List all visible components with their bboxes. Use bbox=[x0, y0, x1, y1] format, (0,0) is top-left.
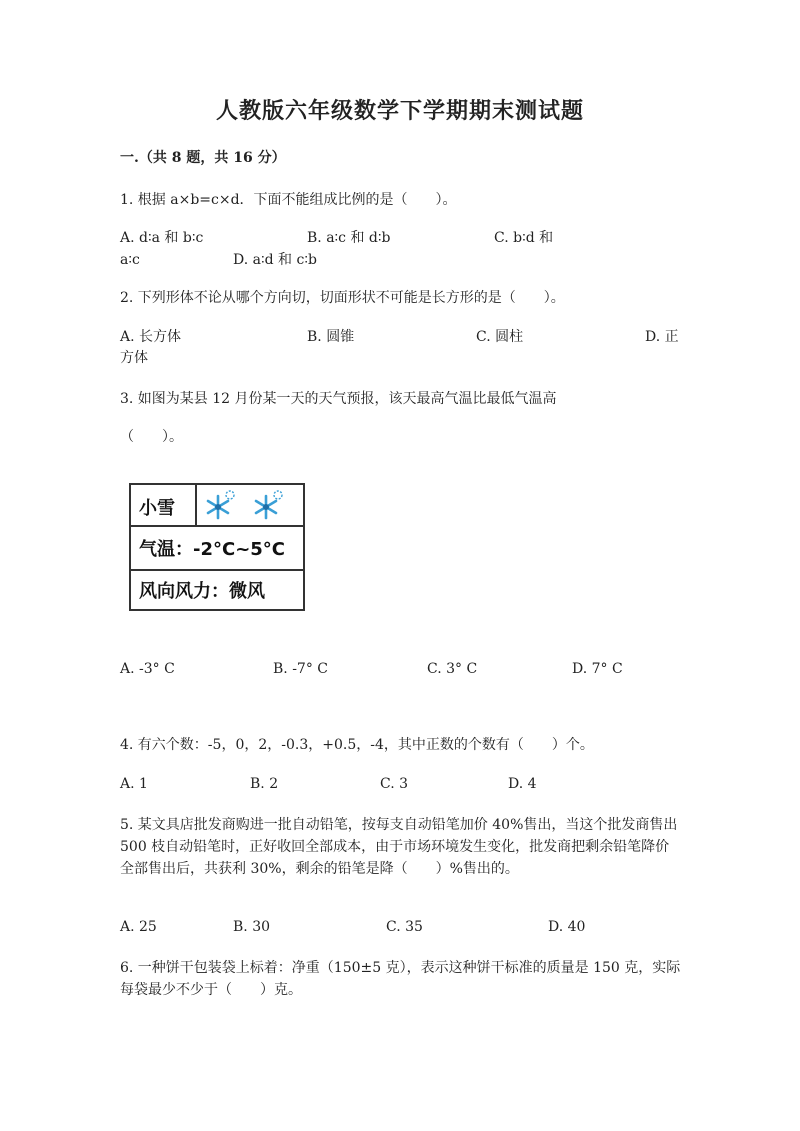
question-3-option-a: A. -3° C bbox=[120, 661, 175, 677]
question-5-option-a: A. 25 bbox=[120, 919, 157, 935]
question-2-option-d-continued: 方体 bbox=[120, 350, 148, 366]
section-header: 一.（共 8 题，共 16 分） bbox=[120, 150, 286, 166]
question-1-option-d: D. a∶d 和 c∶b bbox=[233, 252, 317, 268]
question-5-option-b: B. 30 bbox=[233, 919, 271, 935]
question-1-option-c-continued: a∶c bbox=[120, 252, 140, 268]
page-title: 人教版六年级数学下学期期末测试题 bbox=[215, 98, 584, 124]
question-2-option-c: C. 圆柱 bbox=[476, 329, 524, 345]
question-5-option-c: C. 35 bbox=[386, 919, 423, 935]
weather-row-temperature bbox=[131, 525, 303, 571]
question-1-option-c: C. b∶d 和 bbox=[494, 230, 554, 246]
weather-divider bbox=[195, 485, 197, 525]
question-4-option-d: D. 4 bbox=[508, 776, 537, 792]
question-2-option-a: A. 长方体 bbox=[120, 329, 182, 345]
question-1-stem: 1. 根据 a×b=c×d．下面不能组成比例的是（ ）。 bbox=[120, 192, 457, 208]
snow-icon bbox=[251, 489, 285, 521]
question-5-option-d: D. 40 bbox=[548, 919, 586, 935]
question-3-option-c: C. 3° C bbox=[427, 661, 478, 677]
question-3-stem-continued: （ ）。 bbox=[120, 429, 183, 445]
weather-forecast-card bbox=[129, 483, 305, 611]
question-1-option-b: B. a∶c 和 d∶b bbox=[307, 230, 391, 246]
question-2-stem: 2. 下列形体不论从哪个方向切，切面形状不可能是长方形的是（ ）。 bbox=[120, 290, 565, 306]
question-3-stem: 3. 如图为某县 12 月份某一天的天气预报，该天最高气温比最低气温高 bbox=[120, 391, 557, 407]
weather-condition-label: 小雪 bbox=[139, 498, 175, 519]
snow-icon bbox=[203, 489, 237, 521]
question-4-stem: 4. 有六个数：-5，0，2，-0.3，+0.5，-4，其中正数的个数有（ ）个。 bbox=[120, 737, 594, 753]
question-1-option-a: A. d∶a 和 b∶c bbox=[120, 230, 204, 246]
question-5-stem: 5. 某文具店批发商购进一批自动铅笔，按每支自动铅笔加价 40%售出，当这个批发商售出 500 枝自动铅笔时，正好收回全部成本，由于市场环境发生变化，批发商把剩余铅笔降价全部售出后，共获利 30%，剩余的铅笔是降（ ）%售出的。 bbox=[120, 817, 678, 877]
weather-row-condition bbox=[131, 485, 303, 527]
weather-wind-label: 风向风力：微风 bbox=[139, 581, 265, 602]
question-4-option-a: A. 1 bbox=[120, 776, 148, 792]
question-3-option-b: B. -7° C bbox=[273, 661, 328, 677]
weather-row-wind bbox=[131, 569, 303, 609]
question-2-option-d: D. 正 bbox=[645, 329, 679, 345]
question-2-option-b: B. 圆锥 bbox=[307, 329, 355, 345]
question-6-stem: 6. 一种饼干包装袋上标着：净重（150±5 克），表示这种饼干标准的质量是 150 克，实际每袋最少不少于（ ）克。 bbox=[120, 960, 681, 998]
question-4-option-c: C. 3 bbox=[380, 776, 409, 792]
question-4-option-b: B. 2 bbox=[250, 776, 279, 792]
question-3-option-d: D. 7° C bbox=[572, 661, 623, 677]
weather-temperature-label: 气温：-2°C~5°C bbox=[139, 539, 286, 560]
